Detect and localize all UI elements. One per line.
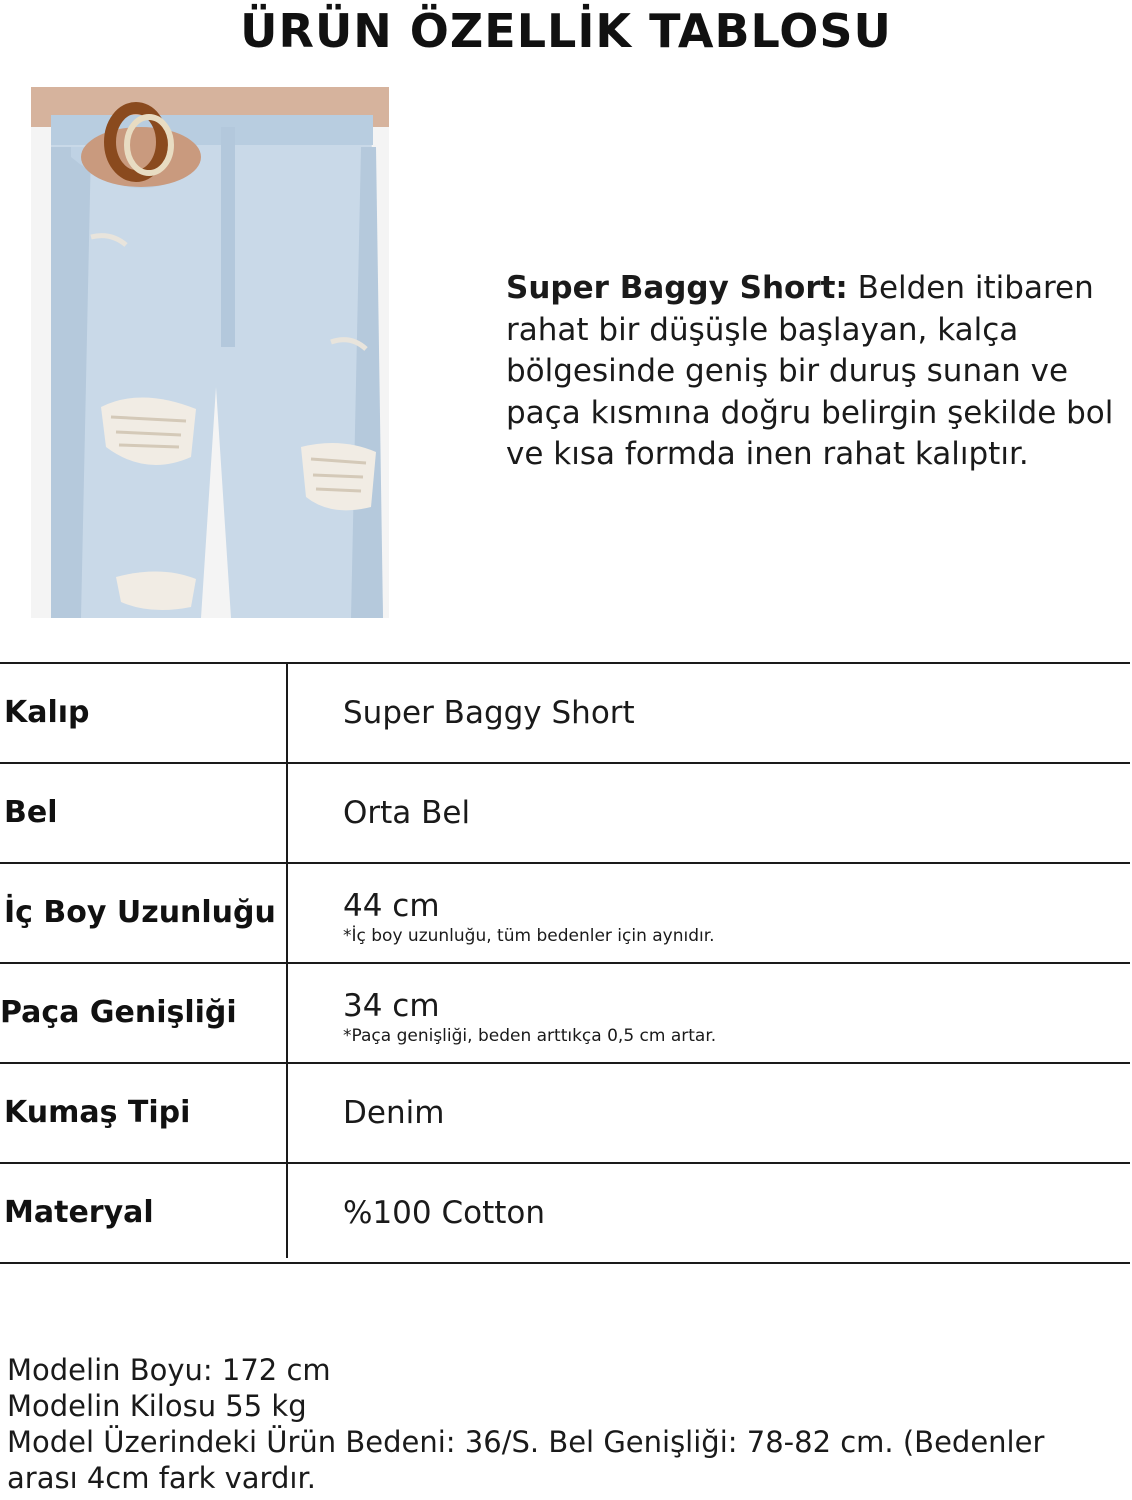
denim-shorts-image	[31, 87, 389, 618]
spec-row	[0, 662, 1130, 762]
model-info	[7, 1352, 1117, 1496]
spec-value: Super Baggy Short	[343, 695, 635, 731]
product-photo	[31, 87, 389, 618]
spec-value: Orta Bel	[343, 795, 471, 831]
spec-row	[0, 1062, 1130, 1162]
spec-value	[343, 988, 716, 1046]
spec-value: Denim	[343, 1095, 445, 1131]
spec-value-main: 44 cm	[343, 888, 440, 924]
spec-row	[0, 762, 1130, 862]
spec-label: Materyal	[4, 1195, 154, 1230]
spec-value-note: *İç boy uzunluğu, tüm bedenler için aynıdır.	[343, 926, 715, 946]
spec-value-note: *Paça genişliği, beden arttıkça 0,5 cm artar.	[343, 1026, 717, 1046]
product-description	[506, 268, 1116, 476]
description-body: Belden itibaren rahat bir düşüşle başlayan, kalça bölgesinde geniş bir duruş sunan ve paça kısmına doğru belirgin şekilde bol ve kısa formda inen rahat kalıptır.	[506, 270, 1114, 472]
spec-row	[0, 1162, 1130, 1264]
model-size: Model Üzerindeki Ürün Bedeni: 36/S. Bel Genişliği: 78-82 cm. (Bedenler arası 4cm fark vardır.	[7, 1425, 1045, 1495]
spec-value-main: 34 cm	[343, 988, 440, 1024]
spec-table	[0, 662, 1130, 1264]
model-height: Modelin Boyu: 172 cm	[7, 1353, 331, 1387]
spec-label: Kumaş Tipi	[4, 1095, 191, 1130]
spec-row	[0, 962, 1130, 1062]
spec-label: Paça Genişliği	[0, 995, 237, 1030]
spec-value: %100 Cotton	[343, 1195, 546, 1231]
table-divider	[286, 662, 288, 1258]
spec-value	[343, 888, 715, 946]
spec-row	[0, 862, 1130, 962]
description-lead: Super Baggy Short:	[506, 270, 848, 306]
spec-label: İç Boy Uzunluğu	[4, 895, 276, 930]
spec-label: Bel	[4, 795, 58, 830]
model-weight: Modelin Kilosu 55 kg	[7, 1389, 307, 1423]
spec-label: Kalıp	[4, 695, 90, 730]
page-title: ÜRÜN ÖZELLİK TABLOSU	[240, 4, 892, 58]
